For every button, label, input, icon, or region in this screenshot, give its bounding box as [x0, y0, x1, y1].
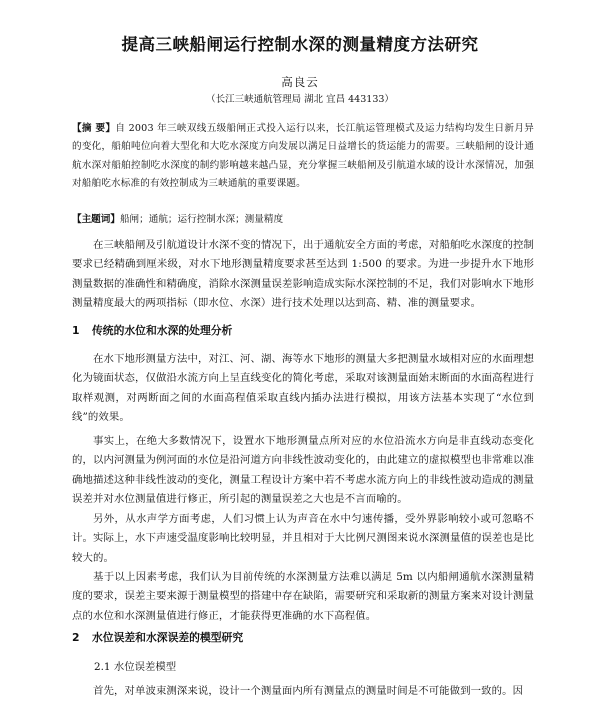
section-1-paragraph-3: 另外，从水声学方面考虑，人们习惯上认为声音在水中匀速传播，受外界影响较小或可忽略不计。实际上，水下声速受温度影响比较明显，并且相对于大比例尺测图来说水深测量值的误差也是比较大的。	[72, 513, 534, 564]
abstract-text: 自 2003 年三峡双线五级船闸正式投入运行以来，长江航运管理模式及运力结构均发生日新月异的变化，船舶吨位向着大型化和大吃水深度方向发展以满足日益增长的货运能力的需要。三峡船闸的设计通航水深对船舶控制吃水深度的制约影响越来越凸显，充分掌握三峡船闸及引航道水域的设计水深情况，加强对船舶吃水标准的有效控制成为三峡通航的重要课题。	[72, 123, 535, 190]
keywords	[72, 212, 534, 228]
intro-paragraph: 在三峡船闸及引航道设计水深不变的情况下，出于通航安全方面的考虑，对船舶吃水深度的控制要求已经精确到厘米级，对水下地形测量精度要求甚至达到 1:500 的要求。为进一步提升水下地形测量数据的准确性和精确度，消除水深测量误差影响造成实际水深控制的不足，我们对影响水下地形测量精度最大的两项指标（即水位、水深）进行技术处理以达到高、精、准的测量要求。	[72, 239, 534, 310]
paper-title: 提高三峡船闸运行控制水深的测量精度方法研究	[121, 35, 479, 54]
subsection-2-1-number: 2.1	[94, 661, 111, 673]
section-1-paragraph-1: 在水下地形测量方法中，对江、河、湖、海等水下地形的测量大多把测量水域相对应的水面理想化为镜面状态，仅做沿水流方向上呈直线变化的简化考虑，采取对该测量面始末断面的水面高程进行取样观测，对两断面之间的水面高程值采取直线内插办法进行模拟，用该方法基本实现了“水位到线”的效果。	[72, 353, 534, 424]
abstract	[72, 120, 534, 194]
section-1-paragraph-4: 基于以上因素考虑，我们认为目前传统的水深测量方法难以满足 5m 以内船闸通航水深测量精度的要求，误差主要来源于测量模型的搭建中存在缺陷，需要研究和采取新的测量方案来对设计测量点的水位和水深测量值进行修正，才能获得更准确的水下高程值。	[72, 571, 534, 622]
abstract-label: 【摘 要】	[72, 123, 116, 134]
section-1-title: 传统的水位和水深的处理分析	[92, 324, 233, 337]
section-2-paragraph-1: 首先，对单波束测深来说，设计一个测量面内所有测量点的测量时间是不可能做到一致的。因	[93, 685, 524, 697]
keywords-label: 【主题词】	[72, 214, 120, 225]
author-affiliation: （长江三峡通航管理局 湖北 宜昌 443133）	[206, 94, 394, 105]
section-1-number: 1	[72, 324, 80, 337]
section-1-paragraph-2: 事实上，在绝大多数情况下，设置水下地形测量点所对应的水位沿流水方向是非直线动态变化的，以内河测量为例河面的水位是沿河道方向非线性波动变化的，由此建立的虚拟模型也非常难以准确地描述这种非线性波动的变化，测量工程设计方案中若不考虑水流方向上的非线性波动造成的测量误差并对水位测量值进行修正，所引起的测量误差之大也是不言而喻的。	[72, 435, 534, 506]
section-2-heading	[72, 630, 534, 646]
section-2-title: 水位误差和水深误差的模型研究	[92, 631, 244, 644]
subsection-2-1-title: 水位误差模型	[113, 661, 177, 673]
keywords-text: 船闸；通航；运行控制水深；测量精度	[119, 214, 284, 225]
author-name: 高良云	[281, 75, 319, 89]
subsection-2-1-heading	[94, 659, 534, 675]
section-1-heading	[72, 323, 534, 339]
section-2-number: 2	[72, 631, 80, 644]
